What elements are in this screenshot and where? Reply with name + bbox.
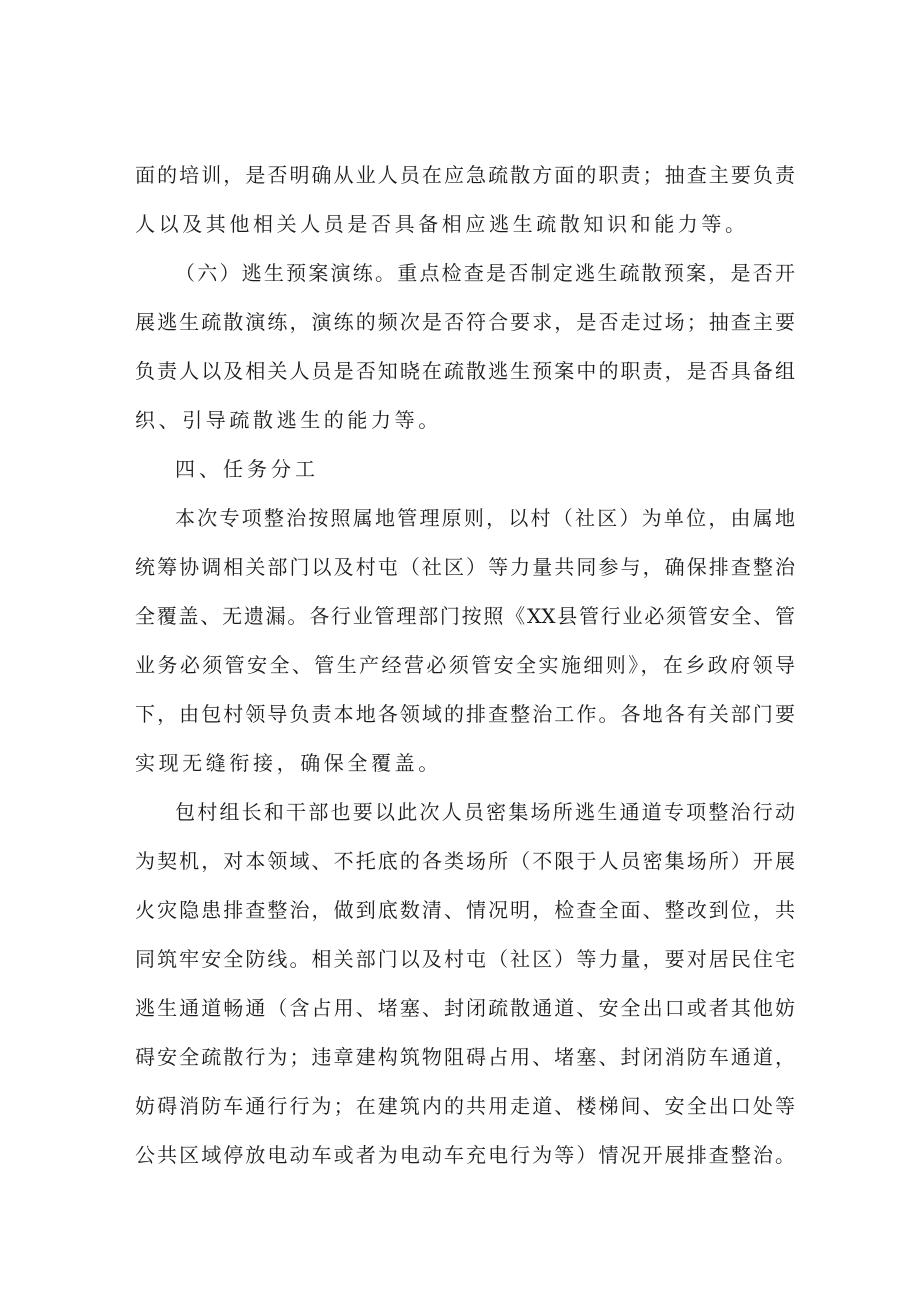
- paragraph-training-continued: [135, 151, 795, 249]
- text-line: （六）逃生预案演练。重点检查是否制定逃生疏散预案，是否开: [175, 261, 795, 285]
- text-line: 面的培训，是否明确从业人员在应急疏散方面的职责；抽查主要负责: [135, 163, 795, 187]
- text-line: 织、引导疏散逃生的能力等。: [135, 408, 442, 432]
- text-line: 逃生通道畅通（含占用、堵塞、封闭疏散通道、安全出口或者其他妨: [135, 996, 795, 1020]
- text-line: 统筹协调相关部门以及村屯（社区）等力量共同参与，确保排查整治: [135, 555, 795, 579]
- text-line: 同筑牢安全防线。相关部门以及村屯（社区）等力量，要对居民住宅: [135, 947, 795, 971]
- text-line: 包村组长和干部也要以此次人员密集场所逃生通道专项整治行动: [175, 800, 795, 824]
- text-line: 负责人以及相关人员是否知晓在疏散逃生预案中的职责，是否具备组: [135, 359, 795, 383]
- text-line: 公共区域停放电动车或者为电动车充电行为等）情况开展排查整治。: [135, 1143, 795, 1167]
- text-line: 展逃生疏散演练，演练的频次是否符合要求，是否走过场；抽查主要: [135, 310, 795, 334]
- section-heading-text: 四、任务分工: [175, 457, 319, 481]
- text-line: 碍安全疏散行为；违章建构筑物阻碍占用、堵塞、封闭消防车通道，: [135, 1045, 795, 1069]
- text-line: 业务必须管安全、管生产经营必须管安全实施细则》，在乡政府领导: [135, 653, 795, 677]
- text-line: 实现无缝衔接，确保全覆盖。: [135, 751, 442, 775]
- section-heading: [135, 445, 795, 494]
- text-line: 全覆盖、无遗漏。各行业管理部门按照《XX县管行业必须管安全、管: [135, 604, 795, 628]
- text-line: 为契机，对本领域、不托底的各类场所（不限于人员密集场所）开展: [135, 849, 795, 873]
- paragraph-village-cadres: [135, 788, 795, 1180]
- text-line: 人以及其他相关人员是否具备相应逃生疏散知识和能力等。: [135, 212, 749, 236]
- text-line: 本次专项整治按照属地管理原则，以村（社区）为单位，由属地: [175, 506, 795, 530]
- paragraph-evacuation-drill: [135, 249, 795, 445]
- document-body: [135, 151, 795, 1180]
- paragraph-task-division: [135, 494, 795, 788]
- text-line: 妨碍消防车通行行为；在建筑内的共用走道、楼梯间、安全出口处等: [135, 1094, 795, 1118]
- text-line: 火灾隐患排查整治，做到底数清、情况明，检查全面、整改到位，共: [135, 898, 795, 922]
- text-line: 下，由包村领导负责本地各领域的排查整治工作。各地各有关部门要: [135, 702, 795, 726]
